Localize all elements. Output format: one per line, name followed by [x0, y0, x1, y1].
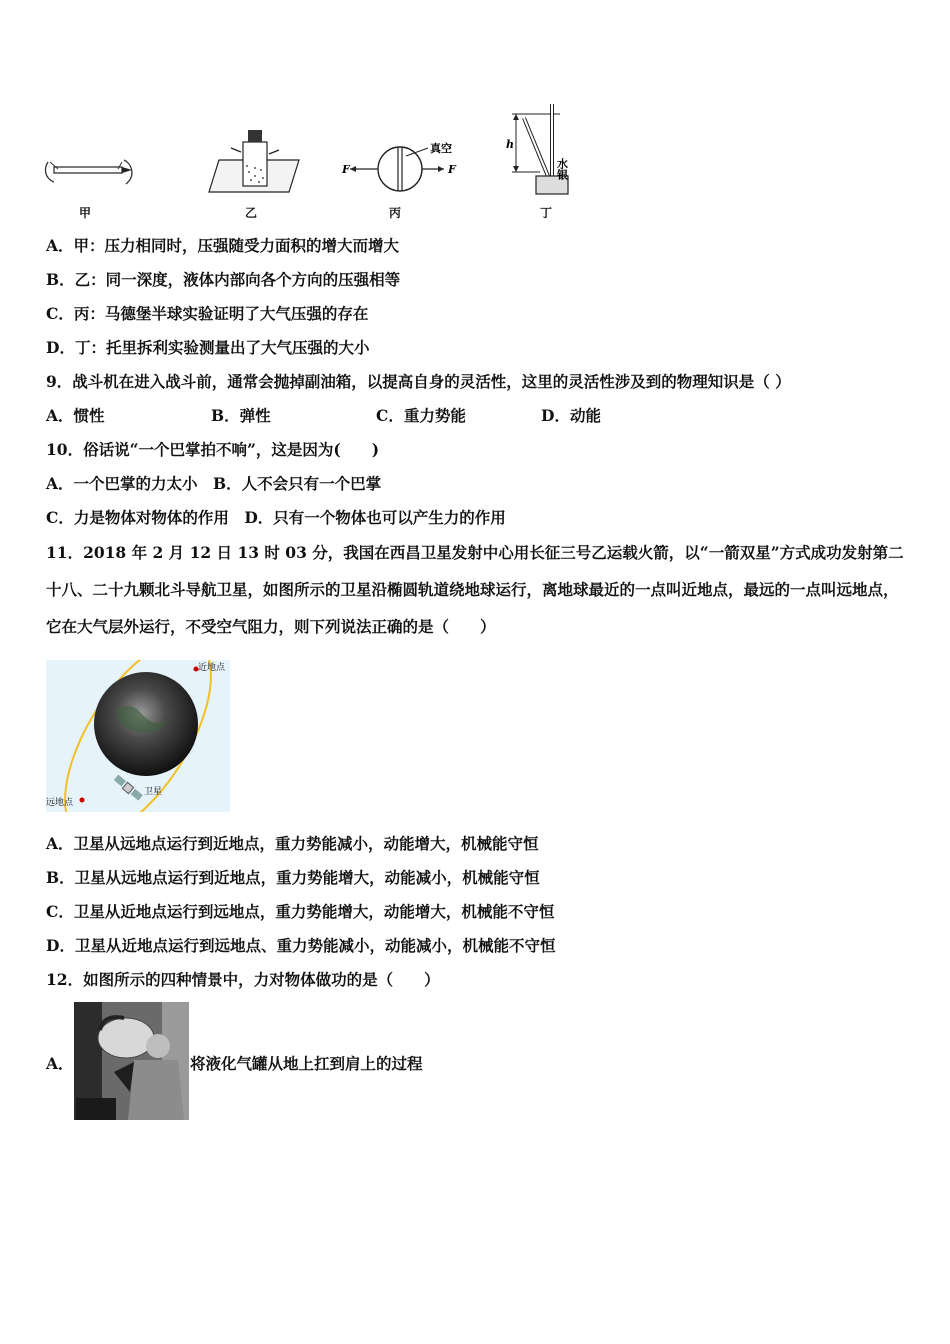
q9-option-d: D．动能: [541, 406, 601, 425]
caption-yi: 乙: [245, 206, 258, 220]
caption-ding: 丁: [540, 206, 553, 220]
q10-stem: 10．俗话说“一个巴掌拍不响”，这是因为( ): [46, 440, 380, 459]
q9-option-a: A．惯性: [46, 406, 105, 425]
q10-options-cd: C．力是物体对物体的作用 D．只有一个物体也可以产生力的作用: [46, 508, 506, 527]
figure-yi-bottle: [205, 122, 305, 197]
q8-option-a: A．甲：压力相同时，压强随受力面积的增大而增大: [46, 236, 400, 255]
label-far-point: 远地点: [46, 798, 74, 808]
height-label: h: [506, 138, 514, 151]
q8-option-c: C．丙：马德堡半球实验证明了大气压强的存在: [46, 304, 369, 323]
q8-option-b: B．乙：同一深度，液体内部向各个方向的压强相等: [46, 270, 401, 289]
force-label-right: F: [448, 163, 456, 176]
q9-option-c: C．重力势能: [376, 406, 466, 425]
caption-bing: 丙: [389, 206, 402, 220]
mercury-label: 水银: [555, 158, 569, 180]
figure-satellite-orbit: [46, 660, 230, 812]
photo-man-lifting-gas-tank: [74, 1002, 189, 1120]
q9-option-b: B．弹性: [211, 406, 271, 425]
q9-stem: 9．战斗机在进入战斗前，通常会抛掉副油箱，以提高自身的灵活性，这里的灵活性涉及到的物理知识是（ ）: [46, 372, 791, 391]
q8-option-d: D．丁：托里拆利实验测量出了大气压强的大小: [46, 338, 370, 357]
figure-jia-pencil: [40, 150, 140, 195]
figure-bing-hemispheres: [340, 138, 465, 198]
label-near-point: 近地点: [198, 663, 226, 673]
q11-option-a: A．卫星从远地点运行到近地点，重力势能减小，动能增大，机械能守恒: [46, 834, 539, 853]
q11-option-d: D．卫星从近地点运行到远地点、重力势能减小，动能减小，机械能不守恒: [46, 936, 556, 955]
q11-option-b: B．卫星从远地点运行到近地点，重力势能增大，动能减小，机械能守恒: [46, 868, 540, 887]
q11-option-c: C．卫星从近地点运行到远地点，重力势能增大，动能增大，机械能不守恒: [46, 902, 555, 921]
q12-option-a-text: 将液化气罐从地上扛到肩上的过程: [190, 1054, 423, 1073]
caption-jia: 甲: [79, 206, 92, 220]
q10-options-ab: A．一个巴掌的力太小 B．人不会只有一个巴掌: [46, 474, 382, 493]
q9-options: [46, 406, 601, 426]
label-satellite: 卫星: [144, 787, 163, 797]
q11-stem: 11．2018 年 2 月 12 日 13 时 03 分，我国在西昌卫星发射中心用长征三号乙运载火箭，以“一箭双星”方式成功发射第二十八、二十九颗北斗导航卫星，如图所示的卫星沿椭圆轨道绕地球运行，离地球最近的一点叫近地点，最远的一点叫远地点，它在大气层外运行，不受空气阻力，则下列说法正确的是（ ）: [46, 543, 904, 636]
vacuum-label: 真空: [430, 142, 452, 155]
force-label-left: F: [342, 163, 350, 176]
figure-ding-torricelli: [500, 102, 590, 198]
q12-stem: 12．如图所示的四种情景中，力对物体做功的是（ ）: [46, 970, 440, 989]
q12-option-a-label: A．: [46, 1054, 74, 1073]
